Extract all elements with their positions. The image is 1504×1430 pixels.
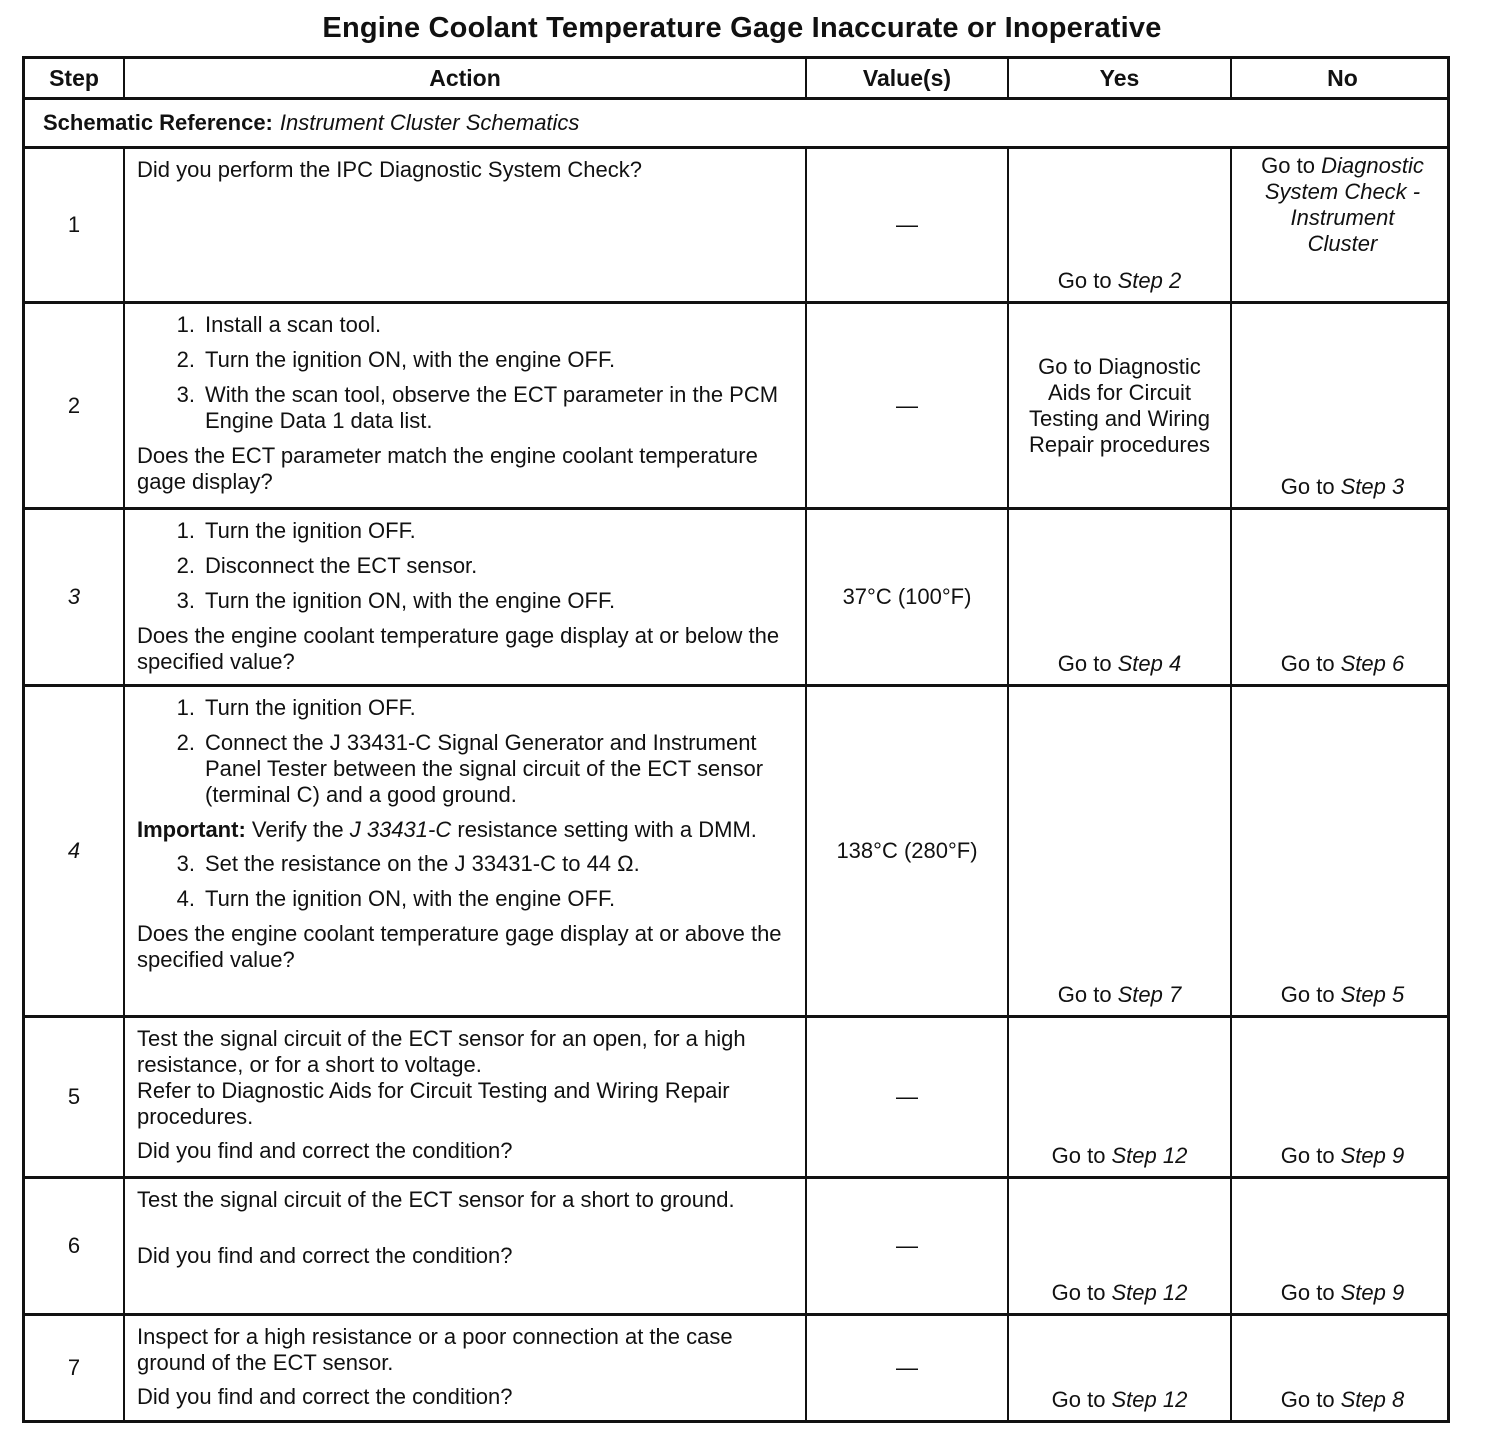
no-cell: Go to Step 6	[1280, 651, 1405, 676]
question: Does the ECT parameter match the engine coolant temperature gage display?	[137, 443, 758, 494]
header-no: No	[1327, 65, 1358, 91]
no-target: Step 9	[1340, 1143, 1405, 1168]
instruction: Inspect for a high resistance or a poor connection at the case ground of the ECT sensor.	[137, 1324, 733, 1375]
question: Does the engine coolant temperature gage display at or above the specified value?	[137, 921, 782, 972]
no-cell: Go to Step 9	[1280, 1280, 1405, 1305]
table-row	[25, 1313, 1447, 1420]
yes-cell: Go to Step 7	[1009, 687, 1232, 1015]
schematic-row	[25, 97, 1447, 146]
header-row	[25, 59, 1447, 97]
table-row	[25, 1015, 1447, 1176]
table-row	[25, 684, 1447, 1015]
question: Does the engine coolant temperature gage display at or below the specified value?	[137, 623, 780, 674]
list-item: 2. Turn the ignition ON, with the engine OFF.	[176, 347, 616, 372]
no-target: Step 5	[1340, 982, 1405, 1007]
step-number: 4	[25, 687, 125, 1015]
value-cell: —	[807, 304, 1009, 507]
no-target: Step 6	[1340, 651, 1405, 676]
yes-cell: Go to Step 12	[1009, 1316, 1232, 1420]
yes-cell: Go to Step 2	[1009, 149, 1232, 301]
instruction: Test the signal circuit of the ECT sensor for an open, for a high resistance, or for a short to voltage.	[137, 1026, 746, 1077]
action-cell	[125, 510, 807, 684]
table-row	[25, 301, 1447, 507]
page-title: Engine Coolant Temperature Gage Inaccurate or Inoperative	[322, 12, 1162, 44]
yes-target: Step 7	[1117, 982, 1182, 1007]
header-values: Value(s)	[807, 59, 1009, 97]
list-item: 1. Turn the ignition OFF.	[176, 518, 416, 543]
table-row	[25, 1176, 1447, 1313]
no-cell: Go to Step 3	[1280, 474, 1405, 499]
no-target: Step 3	[1340, 474, 1405, 499]
no-cell: Go to Step 8	[1280, 1387, 1405, 1412]
step-number: 7	[25, 1316, 125, 1420]
yes-target: Step 12	[1111, 1143, 1188, 1168]
yes-cell: Go to Diagnostic Aids for Circuit Testing and Wiring Repair procedures	[1009, 304, 1232, 507]
action-cell	[125, 1316, 807, 1420]
no-cell: Go to Diagnostic System Check - Instrument Cluster	[1261, 153, 1424, 256]
action-cell	[125, 149, 807, 301]
no-target: Step 8	[1340, 1387, 1405, 1412]
list-item: 3. Set the resistance on the J 33431-C to 44 Ω.	[176, 851, 640, 876]
header-step: Step	[25, 59, 125, 97]
action-cell	[125, 1018, 807, 1176]
table-row	[25, 507, 1447, 684]
list-item: 1. Install a scan tool.	[176, 312, 382, 337]
list-item: 2. Disconnect the ECT sensor.	[176, 553, 478, 578]
header-yes: Yes	[1009, 59, 1232, 97]
value-cell: 37°C (100°F)	[807, 510, 1009, 684]
value-cell: 138°C (280°F)	[807, 687, 1009, 1015]
yes-target: Step 4	[1117, 651, 1182, 676]
table-row	[25, 146, 1447, 301]
list-item: 3. With the scan tool, observe the ECT parameter in the PCM Engine Data 1 data list.	[176, 382, 779, 433]
value-cell: —	[807, 1179, 1009, 1313]
step-number: 1	[25, 149, 125, 301]
yes-cell: Go to Step 4	[1009, 510, 1232, 684]
no-cell: Go to Step 5	[1280, 982, 1405, 1007]
no-target: Step 9	[1340, 1280, 1405, 1305]
list-item: 2. Connect the J 33431-C Signal Generator and Instrument Panel Tester between the signal circuit of the ECT sensor (terminal C) and a good ground.	[176, 730, 764, 807]
diagnostic-table	[22, 56, 1450, 1423]
question: Did you find and correct the condition?	[137, 1384, 513, 1409]
step-number: 5	[25, 1018, 125, 1176]
yes-target: Step 2	[1117, 268, 1182, 293]
value-cell: —	[807, 1316, 1009, 1420]
list-item: 4. Turn the ignition ON, with the engine OFF.	[176, 886, 616, 911]
yes-cell: Go to Step 12	[1009, 1179, 1232, 1313]
no-cell: Go to Step 9	[1280, 1143, 1405, 1168]
step-number: 3	[25, 510, 125, 684]
list-item: 1. Turn the ignition OFF.	[176, 695, 416, 720]
instruction: Refer to Diagnostic Aids for Circuit Testing and Wiring Repair procedures.	[137, 1078, 730, 1129]
yes-target: Step 12	[1111, 1387, 1188, 1412]
yes-target: Step 12	[1111, 1280, 1188, 1305]
action-cell	[125, 1179, 807, 1313]
value-cell: —	[807, 1018, 1009, 1176]
important-note: Important: Verify the J 33431-C resistance setting with a DMM.	[137, 817, 757, 842]
question: Did you find and correct the condition?	[137, 1138, 513, 1163]
yes-cell: Go to Step 12	[1009, 1018, 1232, 1176]
action-cell	[125, 687, 807, 1015]
question: Did you find and correct the condition?	[137, 1243, 513, 1268]
step-number: 2	[25, 304, 125, 507]
step-number: 6	[25, 1179, 125, 1313]
instruction: Test the signal circuit of the ECT sensor for a short to ground.	[137, 1187, 735, 1212]
schematic-label: Schematic Reference:	[43, 110, 273, 135]
question: Did you perform the IPC Diagnostic System Check?	[137, 157, 642, 182]
action-cell	[125, 304, 807, 507]
schematic-reference: Instrument Cluster Schematics	[279, 110, 580, 135]
value-cell: —	[807, 149, 1009, 301]
list-item: 3. Turn the ignition ON, with the engine OFF.	[176, 588, 616, 613]
header-action: Action	[125, 59, 807, 97]
